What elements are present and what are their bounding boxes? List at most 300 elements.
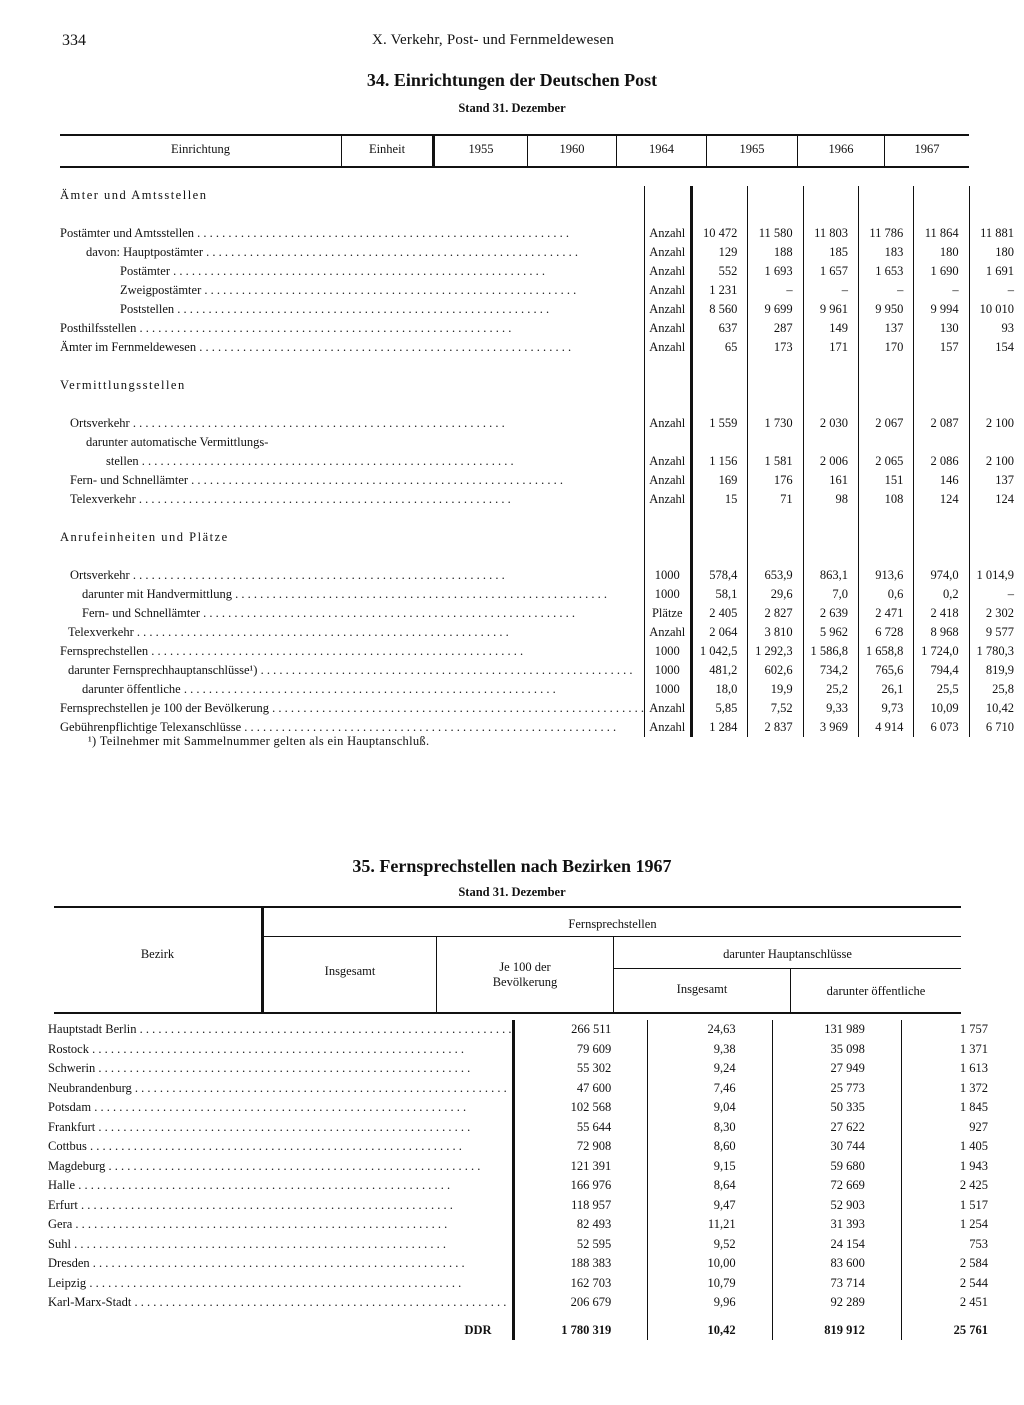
value-cell: 11,21 [648, 1215, 772, 1235]
table-row [48, 1098, 1024, 1118]
label-wrap [60, 452, 644, 471]
value-cell: 206 679 [513, 1293, 648, 1313]
leader-dots: . . . . . . . . . . . . . . . . . . . . . . . . . . . . . . . . . . . . . . . . . . . . . . . . . . . . . . . . . . . . [131, 1080, 507, 1095]
total-value: 10,42 [648, 1313, 772, 1341]
value-cell: 974,0 [914, 566, 969, 585]
value-cell: 1 581 [748, 452, 803, 471]
value-cell: 27 949 [772, 1059, 901, 1079]
label-wrap [48, 1254, 512, 1274]
unit-cell: Anzahl [644, 262, 691, 281]
value-cell: 170 [858, 338, 913, 357]
table-row [60, 471, 1024, 490]
value-cell: 2 639 [803, 604, 858, 623]
leader-dots: . . . . . . . . . . . . . . . . . . . . . . . . . . . . . . . . . . . . . . . . . . . . . . . . . . . . . . . . . . . . [70, 1236, 446, 1251]
leader-dots: . . . . . . . . . . . . . . . . . . . . . . . . . . . . . . . . . . . . . . . . . . . . . . . . . . . . . . . . . . . . [136, 321, 512, 335]
header-year: 1960 [559, 142, 585, 156]
value-cell: 1 657 [803, 262, 858, 281]
value-cell: 10 010 [969, 300, 1024, 319]
table-row [60, 319, 1024, 338]
value-cell: 1 586,8 [803, 642, 858, 661]
value-cell: 927 [901, 1118, 1024, 1138]
empty-cell [803, 186, 858, 205]
table-row [60, 566, 1024, 585]
district-label [48, 1293, 513, 1313]
unit-cell: Anzahl [644, 718, 691, 737]
value-cell: 637 [691, 319, 748, 338]
value-cell [858, 433, 913, 452]
spacer-cell [691, 509, 748, 528]
empty-cell [644, 528, 691, 547]
spacer-cell [644, 357, 691, 376]
spacer-cell [858, 509, 913, 528]
value-cell: 108 [858, 490, 913, 509]
value-cell: 11 881 [969, 224, 1024, 243]
value-cell: 1 613 [901, 1059, 1024, 1079]
value-cell: 552 [691, 262, 748, 281]
label-text: Schwerin [48, 1061, 96, 1075]
leader-dots: . . . . . . . . . . . . . . . . . . . . . . . . . . . . . . . . . . . . . . . . . . . . . . . . . . . . . . . . . . . . [131, 1295, 507, 1309]
leader-dots: . . . . . . . . . . . . . . . . . . . . . . . . . . . . . . . . . . . . . . . . . . . . . . . . . . . . . . . . . . . . [231, 587, 607, 601]
table35-header-rule [54, 1012, 961, 1014]
total-label: DDR [464, 1322, 492, 1337]
spacer-cell [60, 509, 644, 528]
label-wrap [60, 661, 644, 680]
label-wrap [48, 1020, 512, 1040]
value-cell: 154 [969, 338, 1024, 357]
table-row [60, 585, 1024, 604]
unit-cell: Anzahl [644, 319, 691, 338]
section-heading: Ämter und Amtsstellen [60, 188, 208, 202]
row-label [60, 566, 644, 585]
label-wrap [48, 1098, 512, 1118]
row-label [60, 224, 644, 243]
spacer-cell [858, 205, 913, 224]
value-cell: 2 067 [858, 414, 913, 433]
label-text: Frankfurt [48, 1119, 96, 1134]
value-cell: 137 [858, 319, 913, 338]
label-text: Postämter [120, 264, 170, 278]
value-cell: 9,24 [648, 1059, 772, 1079]
row-label [60, 661, 644, 680]
value-cell: 1 517 [901, 1196, 1024, 1216]
table-row [60, 224, 1024, 243]
district-label [48, 1059, 513, 1079]
label-text: Fern- und Schnellämter [70, 473, 189, 487]
spacer-cell [748, 395, 803, 414]
value-cell: 1 943 [901, 1157, 1024, 1177]
district-label [48, 1079, 513, 1099]
district-label [48, 1196, 513, 1216]
unit-cell: 1000 [644, 585, 691, 604]
spacer-cell [969, 547, 1024, 566]
label-text: darunter öffentliche [82, 682, 181, 696]
label-text: davon: Hauptpostämter [86, 245, 203, 259]
table-row [48, 1196, 1024, 1216]
value-cell: 25,2 [803, 680, 858, 699]
table35-body [48, 1020, 1024, 1340]
value-cell: 1 042,5 [691, 642, 748, 661]
value-cell [803, 433, 858, 452]
value-cell: 188 [748, 243, 803, 262]
value-cell: 10,00 [648, 1254, 772, 1274]
value-cell: 6 728 [858, 623, 913, 642]
table-row [48, 1059, 1024, 1079]
value-cell: 9,96 [648, 1293, 772, 1313]
spacer-cell [60, 547, 644, 566]
value-cell: 0,6 [858, 585, 913, 604]
value-cell: 3 810 [748, 623, 803, 642]
district-label [48, 1235, 513, 1255]
row-label [60, 585, 644, 604]
header-je100 [437, 960, 613, 990]
row-label [60, 490, 644, 509]
table-row [48, 1137, 1024, 1157]
district-label [48, 1040, 513, 1060]
label-wrap [48, 1157, 512, 1177]
table-row [48, 1215, 1024, 1235]
label-text: Cottbus [48, 1139, 87, 1153]
label-wrap [60, 338, 644, 357]
value-cell: 1 845 [901, 1098, 1024, 1118]
table34-body [60, 186, 1024, 737]
table-row [48, 1157, 1024, 1177]
unit-cell: 1000 [644, 661, 691, 680]
leader-dots: . . . . . . . . . . . . . . . . . . . . . . . . . . . . . . . . . . . . . . . . . . . . . . . . . . . . . . . . . . . . [200, 606, 576, 620]
spacer-cell [969, 357, 1024, 376]
value-cell: 176 [748, 471, 803, 490]
header-sub-insgesamt: Insgesamt [676, 982, 728, 996]
leader-dots: . . . . . . . . . . . . . . . . . . . . . . . . . . . . . . . . . . . . . . . . . . . . . . . . . . . . . . . . . . . . [86, 1275, 462, 1290]
row-label [60, 604, 644, 623]
label-text: Potsdam [48, 1100, 92, 1114]
label-text: Posthilfsstellen [60, 321, 137, 335]
empty-cell [914, 528, 969, 547]
table35-subtitle: Stand 31. Dezember [458, 885, 566, 899]
value-cell: 50 335 [772, 1098, 901, 1118]
table35-title: 35. Fernsprechstellen nach Bezirken 1967 [352, 856, 672, 876]
value-cell: 2 086 [914, 452, 969, 471]
table34-subtitle: Stand 31. Dezember [458, 101, 566, 115]
label-text: Suhl [48, 1236, 71, 1251]
value-cell: 9,52 [648, 1235, 772, 1255]
value-cell: 8,30 [648, 1118, 772, 1138]
value-cell: 5 962 [803, 623, 858, 642]
value-cell: 47 600 [513, 1079, 648, 1099]
label-wrap [48, 1196, 512, 1216]
value-cell: 1 231 [691, 281, 748, 300]
value-cell: 1 693 [748, 262, 803, 281]
district-label [48, 1274, 513, 1294]
label-wrap [60, 319, 644, 338]
label-wrap [60, 262, 644, 281]
table-row [60, 433, 1024, 452]
label-text: stellen [106, 454, 139, 468]
row-label [60, 414, 644, 433]
unit-cell: Anzahl [644, 300, 691, 319]
row-label [60, 642, 644, 661]
value-cell: 8,64 [648, 1176, 772, 1196]
leader-dots: . . . . . . . . . . . . . . . . . . . . . . . . . . . . . . . . . . . . . . . . . . . . . . . . . . . . . . . . . . . . [91, 1100, 467, 1114]
header-hauptanschluesse: darunter Hauptanschlüsse [723, 947, 852, 961]
spacer-cell [914, 395, 969, 414]
value-cell: 9 994 [914, 300, 969, 319]
table-row [48, 1118, 1024, 1138]
section-row [60, 186, 1024, 205]
value-cell: 2 030 [803, 414, 858, 433]
table-row [60, 623, 1024, 642]
table-row [60, 300, 1024, 319]
value-cell: 266 511 [513, 1020, 648, 1040]
row-label [60, 262, 644, 281]
spacer-cell [914, 357, 969, 376]
row-label [60, 471, 644, 490]
leader-dots: . . . . . . . . . . . . . . . . . . . . . . . . . . . . . . . . . . . . . . . . . . . . . . . . . . . . . . . . . . . . [174, 302, 550, 316]
district-label [48, 1254, 513, 1274]
value-cell: 602,6 [748, 661, 803, 680]
spacer-row [60, 205, 1024, 224]
leader-dots: . . . . . . . . . . . . . . . . . . . . . . . . . . . . . . . . . . . . . . . . . . . . . . . . . . . . . . . . . . . . [268, 701, 644, 715]
value-cell: 18,0 [691, 680, 748, 699]
empty-cell [691, 186, 748, 205]
value-cell: 734,2 [803, 661, 858, 680]
label-wrap [48, 1079, 512, 1099]
header-subgroup-rule [614, 968, 961, 969]
value-cell: 1 780,3 [969, 642, 1024, 661]
value-cell: 1 014,9 [969, 566, 1024, 585]
value-cell: 9,33 [803, 699, 858, 718]
value-cell: 794,4 [914, 661, 969, 680]
total-row [48, 1313, 1024, 1341]
unit-cell [644, 433, 691, 452]
value-cell: – [803, 281, 858, 300]
value-cell: 30 744 [772, 1137, 901, 1157]
value-cell: 1 284 [691, 718, 748, 737]
unit-cell: 1000 [644, 680, 691, 699]
leader-dots: . . . . . . . . . . . . . . . . . . . . . . . . . . . . . . . . . . . . . . . . . . . . . . . . . . . . . . . . . . . . [170, 264, 545, 278]
value-cell: 2 827 [748, 604, 803, 623]
value-cell: 1 653 [858, 262, 913, 281]
value-cell: 6 710 [969, 718, 1024, 737]
spacer-cell [969, 395, 1024, 414]
label-text: darunter Fernsprechhauptanschlüsse¹) [68, 663, 258, 677]
label-wrap [48, 1040, 512, 1060]
value-cell: 27 622 [772, 1118, 901, 1138]
row-label [60, 680, 644, 699]
value-cell: 578,4 [691, 566, 748, 585]
value-cell: 25 773 [772, 1079, 901, 1099]
label-text: Neubrandenburg [48, 1080, 132, 1095]
label-text: Magdeburg [48, 1158, 106, 1173]
table34-footnote: ¹) Teilnehmer mit Sammelnummer gelten als ein Hauptanschluß. [88, 734, 430, 748]
empty-cell [748, 186, 803, 205]
value-cell: 124 [969, 490, 1024, 509]
empty-cell [858, 376, 913, 395]
leader-dots: . . . . . . . . . . . . . . . . . . . . . . . . . . . . . . . . . . . . . . . . . . . . . . . . . . . . . . . . . . . . [95, 1061, 471, 1075]
unit-cell: Anzahl [644, 414, 691, 433]
value-cell: 9 961 [803, 300, 858, 319]
value-cell: 9 577 [969, 623, 1024, 642]
row-label [60, 300, 644, 319]
value-cell: 8,60 [648, 1137, 772, 1157]
spacer-cell [748, 509, 803, 528]
value-cell: 1 559 [691, 414, 748, 433]
leader-dots: . . . . . . . . . . . . . . . . . . . . . . . . . . . . . . . . . . . . . . . . . . . . . . . . . . . . . . . . . . . . [77, 1197, 453, 1212]
label-text: Erfurt [48, 1197, 78, 1212]
spacer-row [60, 509, 1024, 528]
label-wrap [60, 300, 644, 319]
value-cell: 15 [691, 490, 748, 509]
running-head: X. Verkehr, Post- und Fernmeldewesen [372, 32, 615, 48]
header-insgesamt: Insgesamt [324, 964, 376, 978]
leader-dots: . . . . . . . . . . . . . . . . . . . . . . . . . . . . . . . . . . . . . . . . . . . . . . . . . . . . . . . . . . . . [194, 226, 570, 240]
value-cell: 161 [803, 471, 858, 490]
label-wrap [60, 471, 644, 490]
unit-cell: Anzahl [644, 243, 691, 262]
header-einheit: Einheit [368, 142, 406, 156]
header-sub-oeffentliche: darunter öffentliche [826, 984, 926, 998]
value-cell: 169 [691, 471, 748, 490]
unit-cell: 1000 [644, 642, 691, 661]
value-cell: 1 405 [901, 1137, 1024, 1157]
leader-dots: . . . . . . . . . . . . . . . . . . . . . . . . . . . . . . . . . . . . . . . . . . . . . . . . . . . . . . . . . . . . [75, 1178, 451, 1192]
table35-top-rule [54, 906, 961, 908]
label-text: Halle [48, 1178, 76, 1192]
value-cell: 4 914 [858, 718, 913, 737]
table-row [60, 699, 1024, 718]
value-cell: 9,15 [648, 1157, 772, 1177]
leader-dots: . . . . . . . . . . . . . . . . . . . . . . . . . . . . . . . . . . . . . . . . . . . . . . . . . . . . . . . . . . . . [88, 1041, 464, 1056]
spacer-cell [803, 205, 858, 224]
spacer-cell [644, 205, 691, 224]
spacer-cell [858, 547, 913, 566]
value-cell: – [969, 281, 1024, 300]
header-fernsprechstellen: Fernsprechstellen [568, 917, 657, 931]
value-cell: 92 289 [772, 1293, 901, 1313]
header-year: 1955 [468, 142, 494, 156]
value-cell: 29,6 [748, 585, 803, 604]
label-wrap [60, 243, 644, 262]
spacer-cell [914, 547, 969, 566]
value-cell: 9,47 [648, 1196, 772, 1216]
value-cell: 72 669 [772, 1176, 901, 1196]
value-cell: – [914, 281, 969, 300]
spacer-row [60, 547, 1024, 566]
leader-dots: . . . . . . . . . . . . . . . . . . . . . . . . . . . . . . . . . . . . . . . . . . . . . . . . . . . . . . . . . . . . [201, 283, 577, 297]
label-wrap [48, 1215, 512, 1235]
unit-cell: Anzahl [644, 699, 691, 718]
value-cell: 102 568 [513, 1098, 648, 1118]
value-cell: 146 [914, 471, 969, 490]
empty-cell [691, 376, 748, 395]
value-cell: – [969, 585, 1024, 604]
value-cell: 9 699 [748, 300, 803, 319]
value-cell: 481,2 [691, 661, 748, 680]
value-cell: 653,9 [748, 566, 803, 585]
header-je100-line1: Je 100 der [499, 960, 551, 974]
header-je100-line2: Bevölkerung [492, 975, 558, 989]
header-bezirk: Bezirk [140, 947, 175, 961]
label-text: Fernsprechstellen [60, 644, 149, 658]
unit-cell: Anzahl [644, 471, 691, 490]
value-cell: 137 [969, 471, 1024, 490]
spacer-row [60, 357, 1024, 376]
empty-cell [969, 376, 1024, 395]
label-wrap [48, 1274, 512, 1294]
table-row [60, 414, 1024, 433]
label-text: Leipzig [48, 1275, 87, 1290]
value-cell: – [858, 281, 913, 300]
row-label [60, 699, 644, 718]
label-text: Zweigpostämter [120, 283, 202, 297]
label-text: Telexverkehr [68, 625, 134, 639]
value-cell: 1 371 [901, 1040, 1024, 1060]
value-cell: 753 [901, 1235, 1024, 1255]
header-year: 1966 [828, 142, 854, 156]
label-text: darunter automatische Vermittlungs- [86, 435, 269, 449]
label-wrap [60, 414, 644, 433]
label-wrap [48, 1118, 512, 1138]
label-wrap [60, 604, 644, 623]
value-cell: 765,6 [858, 661, 913, 680]
spacer-cell [691, 357, 748, 376]
value-cell: 11 864 [914, 224, 969, 243]
row-label [60, 433, 644, 452]
value-cell: 162 703 [513, 1274, 648, 1294]
value-cell [691, 433, 748, 452]
table-row [48, 1040, 1024, 1060]
value-cell: 1 372 [901, 1079, 1024, 1099]
total-value: 25 761 [901, 1313, 1024, 1341]
table-row [48, 1254, 1024, 1274]
leader-dots: . . . . . . . . . . . . . . . . . . . . . . . . . . . . . . . . . . . . . . . . . . . . . . . . . . . . . . . . . . . . [136, 1022, 512, 1036]
unit-cell: Anzahl [644, 338, 691, 357]
value-cell: 58,1 [691, 585, 748, 604]
value-cell: 7,0 [803, 585, 858, 604]
label-text: Gebührenpflichtige Telexanschlüsse [60, 720, 242, 734]
label-text: Karl-Marx-Stadt [48, 1295, 132, 1309]
label-wrap [60, 281, 644, 300]
spacer-cell [644, 509, 691, 528]
value-cell: 6 073 [914, 718, 969, 737]
unit-cell: Anzahl [644, 281, 691, 300]
table34-title: 34. Einrichtungen der Deutschen Post [366, 70, 658, 90]
table-row [60, 490, 1024, 509]
leader-dots: . . . . . . . . . . . . . . . . . . . . . . . . . . . . . . . . . . . . . . . . . . . . . . . . . . . . . . . . . . . . [148, 644, 524, 658]
label-text: Ortsverkehr [70, 568, 130, 582]
empty-cell [803, 376, 858, 395]
label-wrap [48, 1235, 512, 1255]
empty-cell [969, 186, 1024, 205]
label-text: Fern- und Schnellämter [82, 606, 201, 620]
spacer-cell [858, 357, 913, 376]
row-label [60, 338, 644, 357]
table-row [60, 642, 1024, 661]
value-cell: 83 600 [772, 1254, 901, 1274]
unit-cell: Anzahl [644, 490, 691, 509]
value-cell: 129 [691, 243, 748, 262]
value-cell: 55 644 [513, 1118, 648, 1138]
value-cell [914, 433, 969, 452]
empty-cell [644, 186, 691, 205]
value-cell: 9,38 [648, 1040, 772, 1060]
value-cell: 3 969 [803, 718, 858, 737]
value-cell: 863,1 [803, 566, 858, 585]
label-wrap [60, 585, 644, 604]
label-wrap [48, 1176, 512, 1196]
value-cell: 2 425 [901, 1176, 1024, 1196]
district-label [48, 1098, 513, 1118]
empty-cell [748, 376, 803, 395]
